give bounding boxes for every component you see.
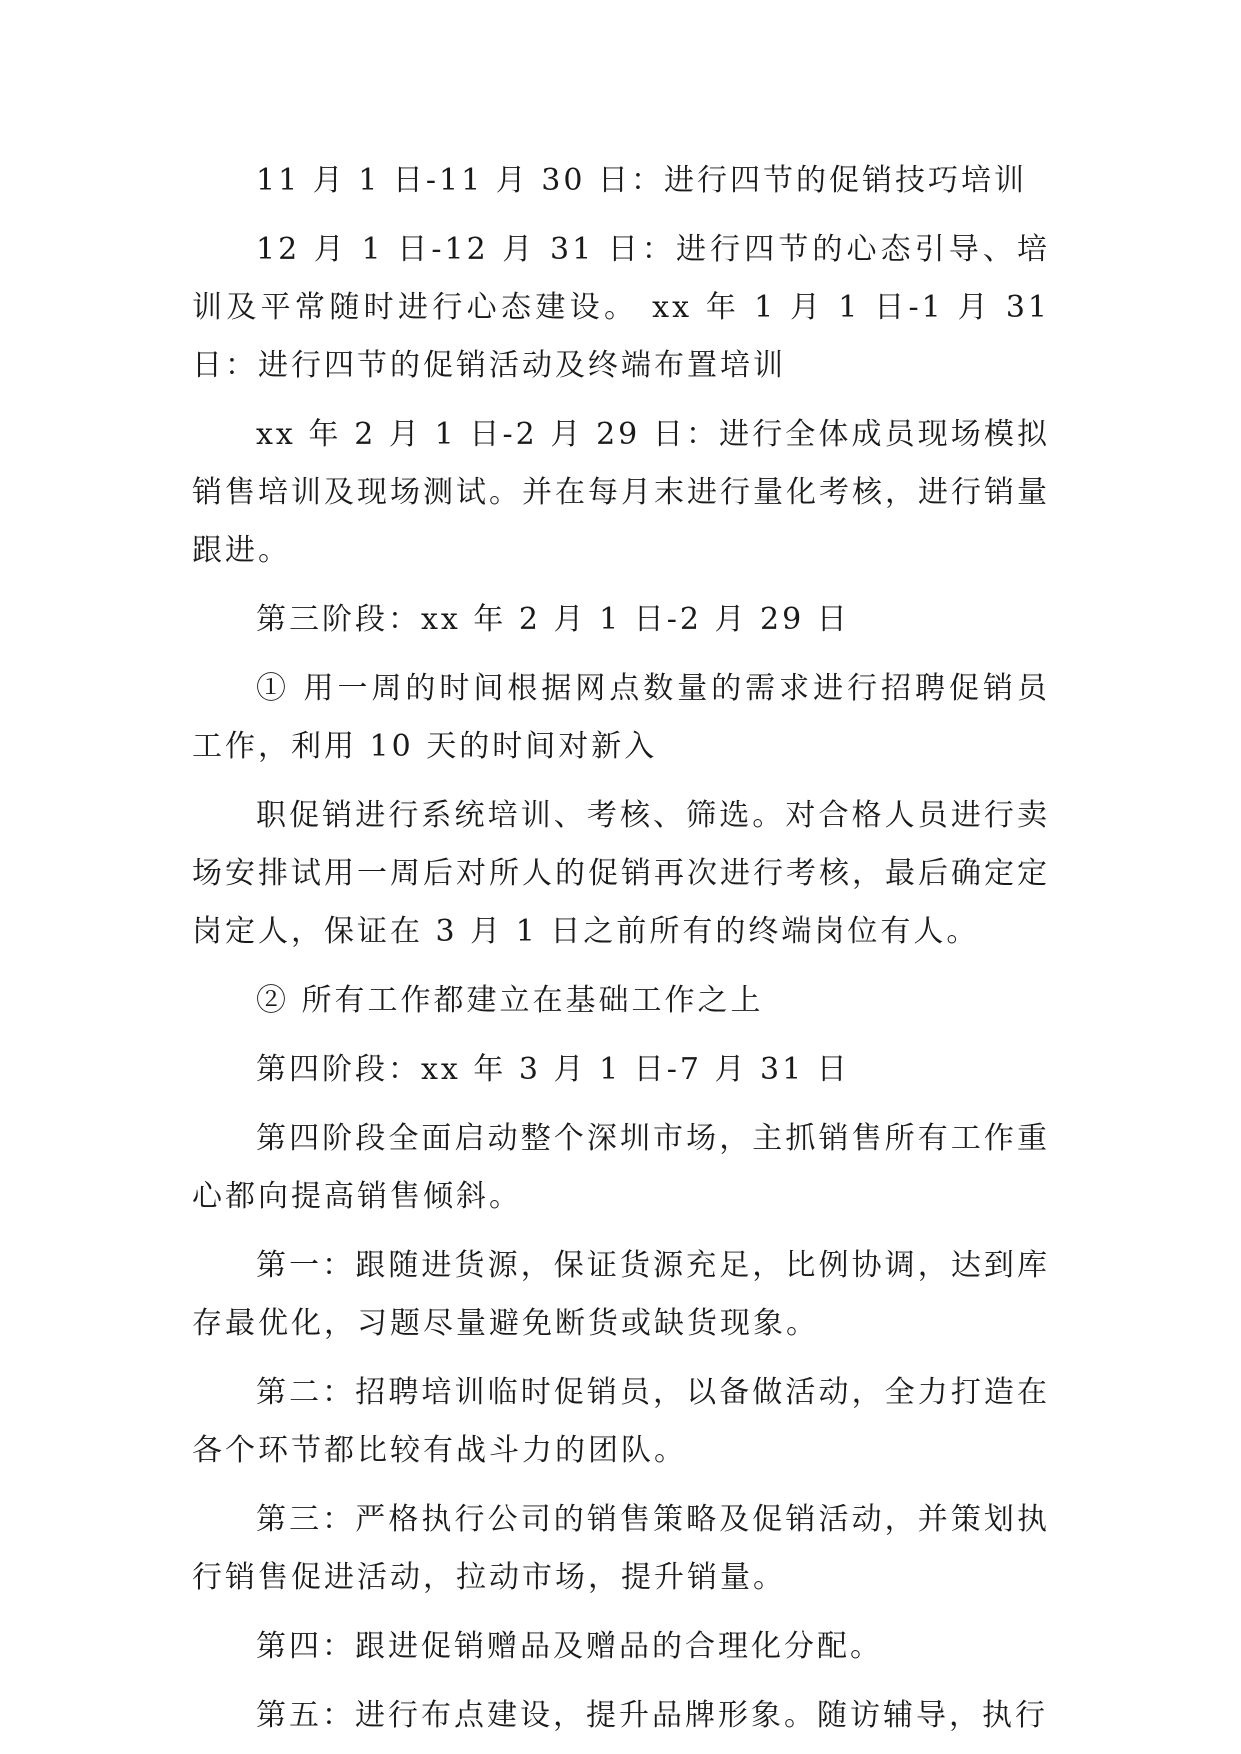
phase-three-heading: 第三阶段：xx 年 2 月 1 日-2 月 29 日 [256, 602, 850, 637]
item-2-paragraph: ② 所有工作都建立在基础工作之上 [256, 983, 764, 1018]
paragraph-1: 11 月 1 日-11 月 30 日：进行四节的促销技巧培训 [256, 163, 1027, 198]
phase-four-heading: 第四阶段：xx 年 3 月 1 日-7 月 31 日 [256, 1052, 850, 1087]
point-five-paragraph: 第五：进行布点建设，提升品牌形象。随访辅导，执行 [256, 1698, 1048, 1733]
document-body [192, 152, 1050, 1745]
point-three-paragraph: 第三：严格执行公司的销售策略及促销活动，并策划执行销售促进活动，拉动市场，提升销量。 [192, 1502, 1050, 1595]
paragraph-9: 第四阶段全面启动整个深圳市场，主抓销售所有工作重心都向提高销售倾斜。 [192, 1121, 1050, 1214]
point-four-paragraph: 第四：跟进促销赠品及赠品的合理化分配。 [256, 1629, 883, 1664]
point-one-paragraph: 第一：跟随进货源，保证货源充足，比例协调，达到库存最优化，习题尽量避免断货或缺货现象。 [192, 1248, 1050, 1341]
point-two-paragraph: 第二：招聘培训临时促销员，以备做活动，全力打造在各个环节都比较有战斗力的团队。 [192, 1375, 1050, 1468]
paragraph-6: 职促销进行系统培训、考核、筛选。对合格人员进行卖场安排试用一周后对所人的促销再次进行考核，最后确定定岗定人，保证在 3 月 1 日之前所有的终端岗位有人。 [192, 798, 1050, 949]
paragraph-3: xx 年 2 月 1 日-2 月 29 日：进行全体成员现场模拟销售培训及现场测试。并在每月末进行量化考核，进行销量跟进。 [192, 417, 1050, 568]
item-1-paragraph: ① 用一周的时间根据网点数量的需求进行招聘促销员工作，利用 10 天的时间对新入 [192, 671, 1050, 764]
paragraph-2: 12 月 1 日-12 月 31 日：进行四节的心态引导、培训及平常随时进行心态建设。 xx 年 1 月 1 日-1 月 31 日：进行四节的促销活动及终端布置培训 [192, 232, 1050, 383]
